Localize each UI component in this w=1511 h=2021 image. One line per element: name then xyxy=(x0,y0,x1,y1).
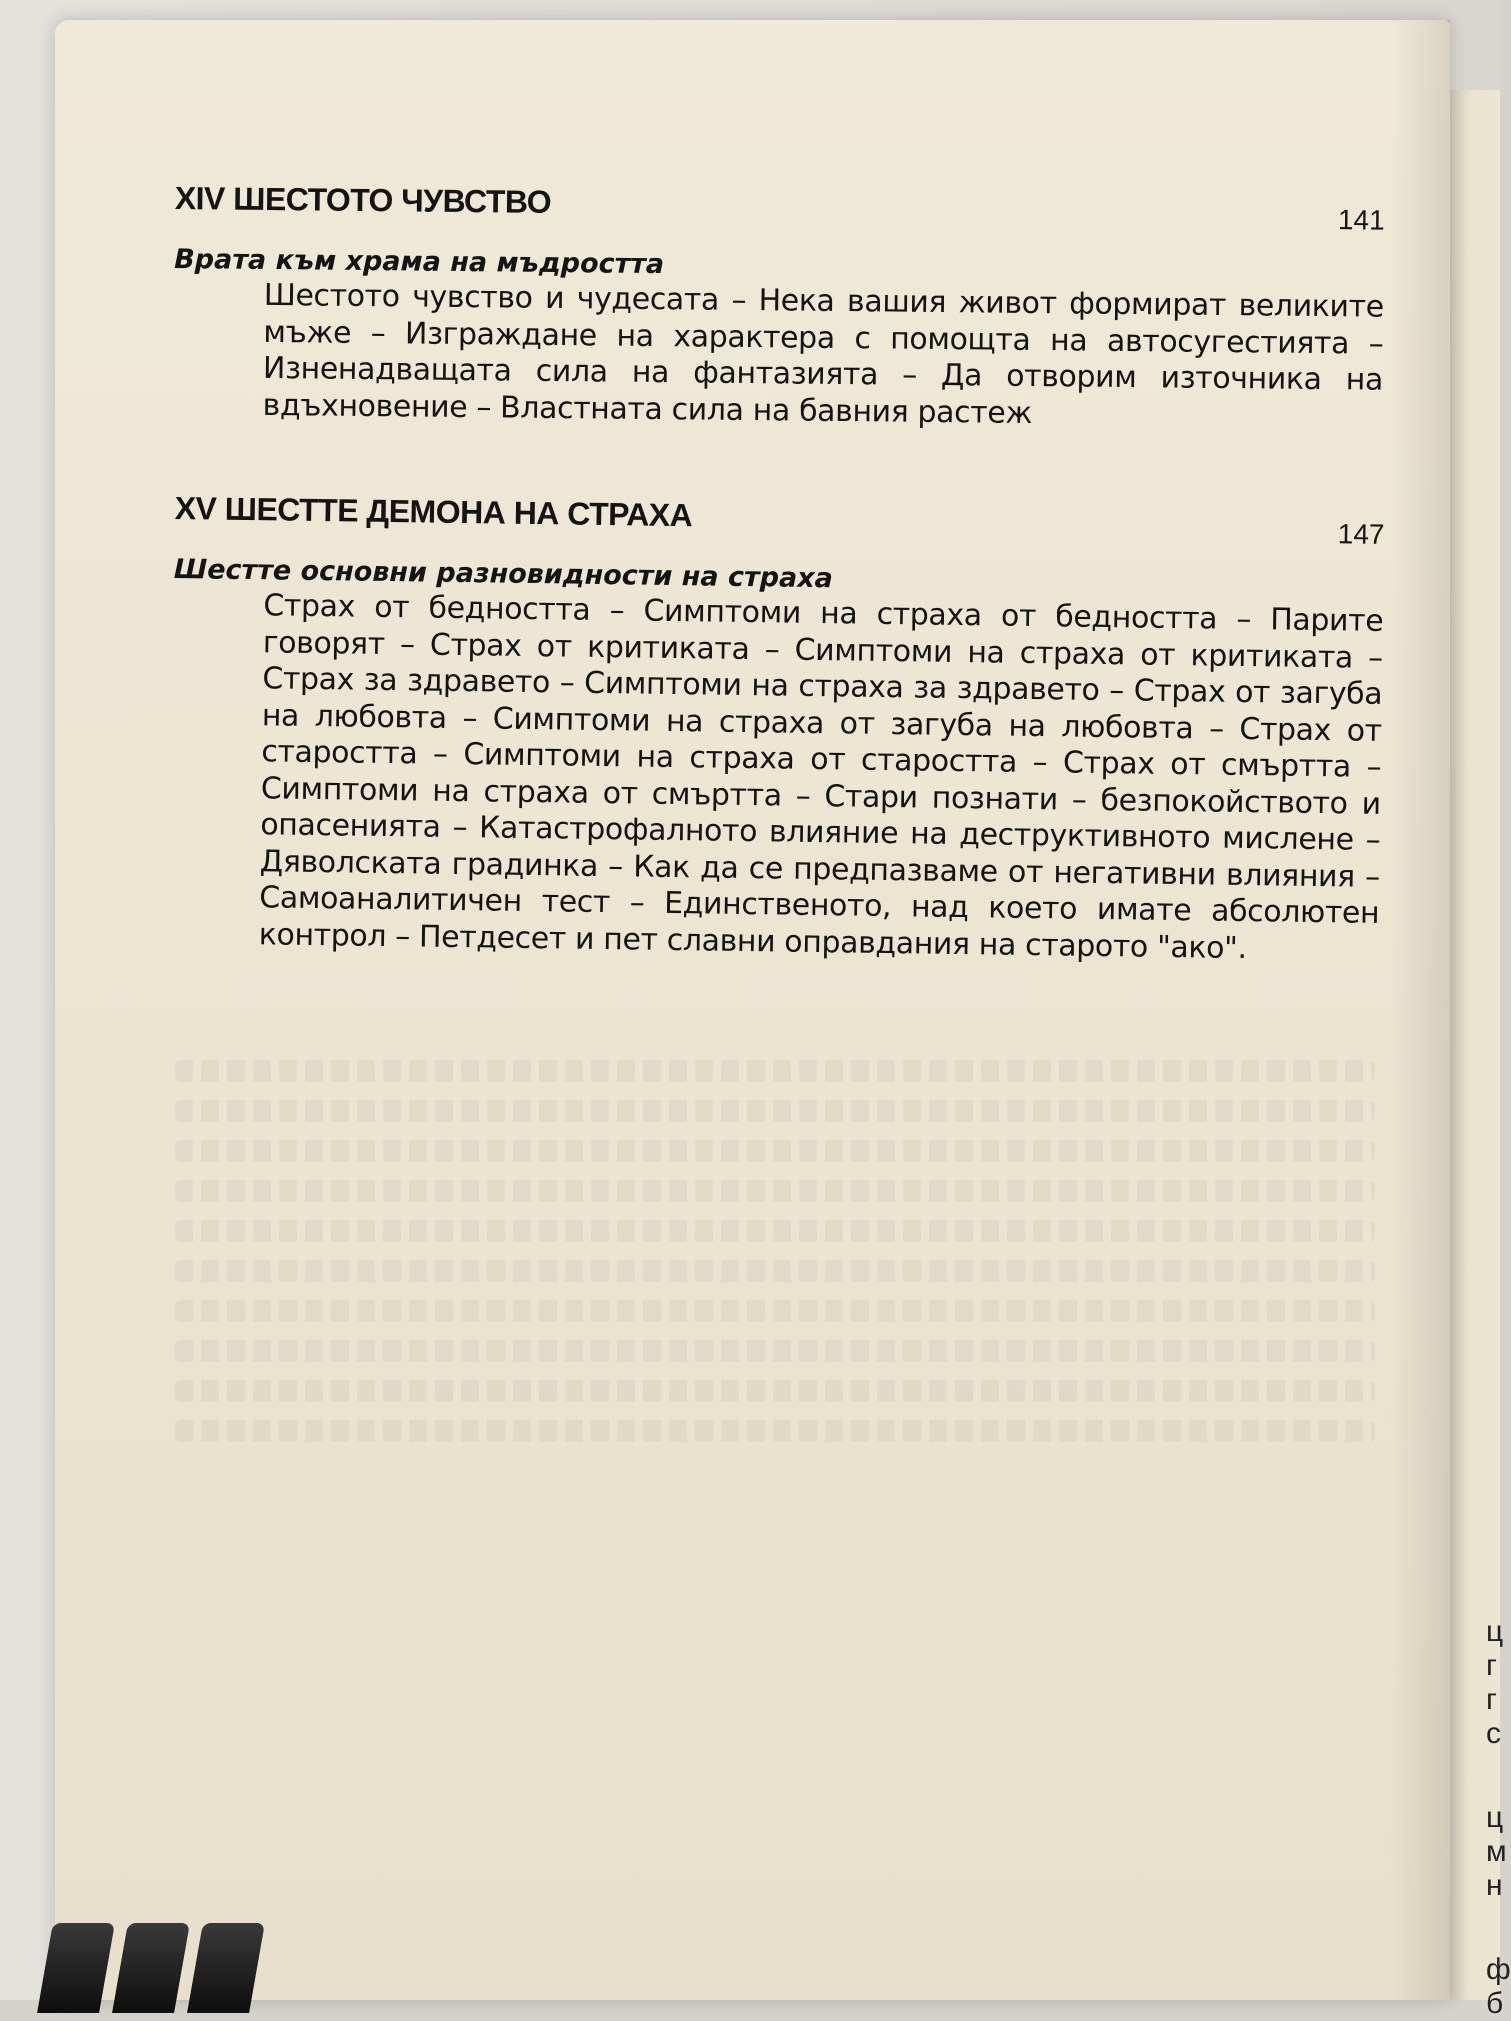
show-through xyxy=(175,1060,1375,1082)
show-through xyxy=(175,1340,1375,1362)
chapter-title: XIV ШЕСТОТО ЧУВСТВО xyxy=(174,180,552,220)
section-title: Врата към храма на мъдростта xyxy=(174,243,665,281)
facing-letter: ц xyxy=(1486,1615,1504,1648)
show-through xyxy=(175,1180,1375,1202)
facing-letter: б xyxy=(1486,1987,1504,2020)
section-title: Шестте основни разновидности на страха xyxy=(173,553,834,595)
facing-letter: н xyxy=(1486,1869,1503,1902)
show-through xyxy=(175,1380,1375,1402)
chapter-page-number: 141 xyxy=(1337,204,1385,236)
facing-letter: г xyxy=(1486,1649,1497,1682)
section-topics: Страх от бедността – Симптоми на страха от бедността – Парите говорят – Страх от критиката – Симптоми на страха от критиката – Страх за здравето – Симптоми на страха за здравето – Страх от загуба на любовта – Симптоми на страха от загуба на любовта – Страх от старостта – Симптоми на страха от старостта – Страх от смъртта – Симптоми на страха от смъртта – Стари познати – безпокойството и опасенията – Катастрофалното влияние на деструктивното мислене – Дяволската градинка – Как да се предпазваме от негативни влияния – Самоаналитичен тест – Единственото, над което имате абсолютен контрол – Петдесет и пет славни оправдания на старото "ако". xyxy=(258,588,1384,966)
show-through xyxy=(175,1300,1375,1322)
toc-entry-chapter-14 xyxy=(172,180,1384,436)
chapter-title: XV ШЕСТТЕ ДЕМОНА НА СТРАХА xyxy=(174,490,693,534)
show-through xyxy=(175,1260,1375,1282)
chapter-page-number: 147 xyxy=(1337,518,1385,550)
facing-letter: г xyxy=(1486,1683,1497,1716)
toc-entry-chapter-15 xyxy=(169,490,1385,969)
show-through xyxy=(175,1100,1375,1122)
binder-clip xyxy=(35,1905,265,2000)
section-topics: Шестото чувство и чудесата – Нека вашия живот формират великите мъже – Изграждане на характера с помощта на автосугестията – Изненадващата сила на фантазията – Да отворим източника на вдъхновение – Властната сила на бавния растеж xyxy=(262,277,1384,431)
facing-letter: ф xyxy=(1486,1953,1511,1986)
show-through xyxy=(175,1220,1375,1242)
facing-letter: м xyxy=(1486,1835,1507,1868)
facing-letter: с xyxy=(1486,1717,1501,1750)
facing-page-letters xyxy=(1486,1615,1511,2021)
facing-letter: ц xyxy=(1486,1801,1504,1834)
show-through xyxy=(175,1420,1375,1442)
show-through xyxy=(175,1140,1375,1162)
